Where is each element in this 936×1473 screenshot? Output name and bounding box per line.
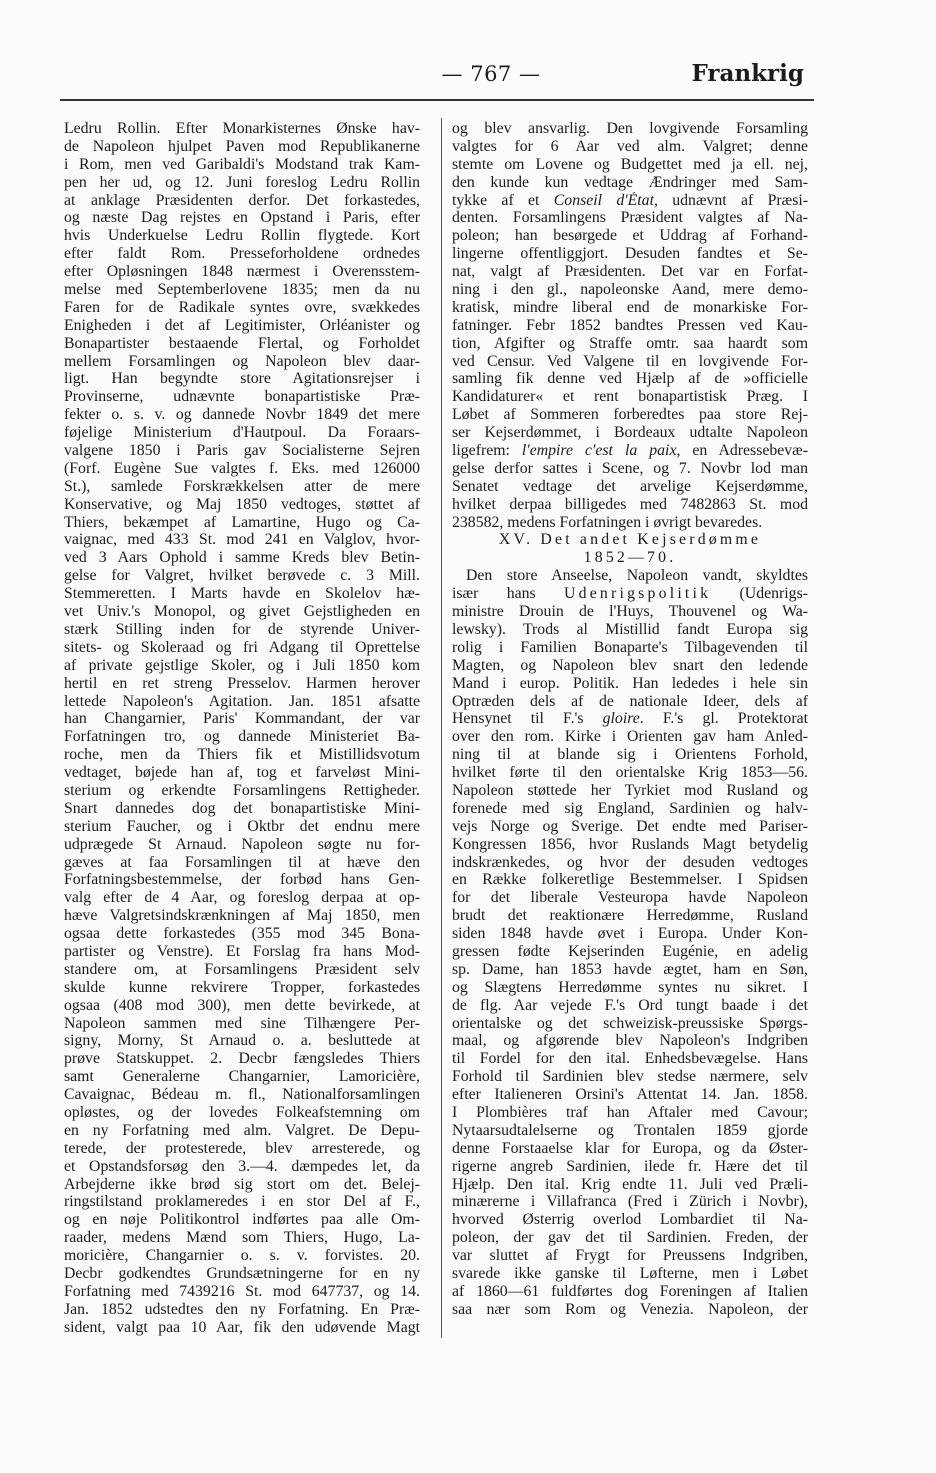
text-line: Cavaignac, Bédeau m. fl., Nationalforsamlingen (64, 1086, 420, 1104)
text-line: standere om, at Forsamlingens Præsident selv (64, 960, 420, 978)
text-line: Senatet vedtage det arvelige Kejserdømme, (452, 477, 808, 495)
text-line: raader, medens Mænd som Thiers, Hugo, La- (64, 1229, 420, 1247)
text-line: orientalske og det schweizisk-preussiske Spørgs- (452, 1014, 808, 1032)
text-line: ning i den gl., napoleonske Aand, mere demo- (452, 281, 808, 299)
text-line: Snart dannedes dog det bonapartistiske Mini- (64, 799, 420, 817)
text-line: efter faldt Rom. Presseforholdene ordnedes (64, 245, 420, 263)
text-line: den kunde kun vedtage Ændringer med Sam- (452, 173, 808, 191)
text-line: sp. Dame, han 1853 havde ægtet, ham en Søn, (452, 960, 808, 978)
text-line: og næste Dag rejstes en Opstand i Paris, efter (64, 209, 420, 227)
text-line: ogsaa dette forkastedes (355 mod 345 Bona- (64, 925, 420, 943)
text-line: Ledru Rollin. Efter Monarkisternes Ønske hav- (64, 120, 420, 137)
text-line: stemte om Lovene og Budgettet med ja ell. nej, (452, 155, 808, 173)
text-line: i Rom, men ved Garibaldi's Modstand trak Kam- (64, 155, 420, 173)
left-column (64, 120, 420, 1337)
text-line: hæve Valgretsindskrænkningen af Maj 1850, men (64, 907, 420, 925)
text-line: lettede Napoleon's Agitation. Jan. 1851 afsatte (64, 692, 420, 710)
text-line: over den rom. Kirke i Orienten gav ham Anled- (452, 728, 808, 746)
text-line: kratisk, mindre liberal end de monarkiske For- (452, 298, 808, 316)
page-number: — 767 — (441, 62, 541, 86)
text-line: rigerne angreb Sardinien, ilede fr. Hære det til (452, 1157, 808, 1175)
text-line: gressen fødte Kejserinden Eugénie, en adelig (452, 942, 808, 960)
text-line: ved 3 Aars Ophold i samme Kreds blev Betin- (64, 549, 420, 567)
text-line: tion, Afgifter og Straffe omtr. saa haardt som (452, 334, 808, 352)
text-line: (Forf. Eugène Sue valgtes f. Eks. med 126000 (64, 459, 420, 477)
text-line: saa nær som Rom og Venezia. Napoleon, der (452, 1300, 808, 1318)
text-line: gelse derfor sattes i Scene, og 7. Novbr lod man (452, 459, 808, 477)
text-line: føjelige Ministerium d'Hautpoul. Da Foraars- (64, 424, 420, 442)
text-line: nat, valgt af Præsidenten. Det var en Forfat- (452, 263, 808, 281)
text-line: Konservative, og Maj 1850 vedtoges, støttet af (64, 495, 420, 513)
text-line: lingerne offentliggjort. Desuden fandtes et Se- (452, 245, 808, 263)
text-line: han Changarnier, Paris' Kommandant, der var (64, 710, 420, 728)
text-line: terede, der protesterede, blev arresterede, og (64, 1139, 420, 1157)
text-line: I Plombières traf han Aftaler med Cavour; (452, 1103, 808, 1121)
text-line: Napoleon støttede her Tyrkiet mod Rusland og (452, 781, 808, 799)
text-line: og Slægtens Herredømme syntes nu sikret. I (452, 978, 808, 996)
text-line: vet Univ.'s Monopol, og givet Gejstligheden en (64, 603, 420, 621)
right-column (452, 120, 808, 1319)
text-line: ogsaa (408 mod 300), men dette bevirkede, at (64, 996, 420, 1014)
text-line: fatninger. Febr 1852 bandtes Pressen ved Kau- (452, 316, 808, 334)
text-line: melse med Septemberlovene 1835; men da nu (64, 281, 420, 299)
text-line: ministre Drouin de l'Huys, Thouvenel og Wa- (452, 603, 808, 621)
text-line: de flg. Aar vejede F.'s Ord tungt baade i det (452, 996, 808, 1014)
text-line: poleon; han besørgede et Uddrag af Forhand- (452, 227, 808, 245)
text-line: Faren for de Radikale syntes ovre, svækkedes (64, 298, 420, 316)
text-line: stærk Stilling inden for de styrende Univer- (64, 620, 420, 638)
text-line: Bonapartister bestaaende Flertal, og Forholdet (64, 334, 420, 352)
text-line: roche, men da Thiers fik et Mistillidsvotum (64, 746, 420, 764)
text-line: valgene 1850 i Paris gav Socialisterne Sejren (64, 442, 420, 460)
text-line: denten. Forsamlingens Præsident valgtes af Na- (452, 209, 808, 227)
text-line: moricière, Changarnier o. s. v. forvistes. 20. (64, 1247, 420, 1265)
text-line: siden 1848 havde øvet i Europa. Under Kon- (452, 925, 808, 943)
text-line: sterium og erkendte Forsamlingens Rettigheder. (64, 781, 420, 799)
text-line: efter Italieneren Orsini's Attentat 14. Jan. 1858. (452, 1086, 808, 1104)
text-line: pen her ud, og 12. Juni foreslog Ledru Rollin (64, 173, 420, 191)
text-line: Jan. 1852 udstedtes den ny Forfatning. En Præ- (64, 1300, 420, 1318)
text-line: samling fik denne ved Hjælp af de »officielle (452, 370, 808, 388)
text-line: Løbet af Sommeren forberedtes paa store Rej- (452, 406, 808, 424)
header-rule (60, 99, 814, 101)
text-line: Nytaarsudtalelserne og Trontalen 1859 gjorde (452, 1121, 808, 1139)
text-line: Den store Anseelse, Napoleon vandt, skyldtes (466, 567, 808, 585)
text-line: vaignac, med 433 St. mod 241 en Valglov, hvor- (64, 531, 420, 549)
text-line: af private gejstlige Skoler, og i Juli 1850 kom (64, 656, 420, 674)
text-line: og en nøje Politikontrol indførtes paa alle Om- (64, 1211, 420, 1229)
text-line: Provinserne, udnævnte bonapartistiske Præ- (64, 388, 420, 406)
text-line: Arbejderne ikke brød sig stort om det. Belej- (64, 1175, 420, 1193)
text-line: var sluttet af Frygt for Preussens Indgriben, (452, 1247, 808, 1265)
text-line: en Række folkeretlige Bestemmelser. I Spidsen (452, 871, 808, 889)
text-line: Hensynet til F.'s gloire. F.'s gl. Protektorat (452, 710, 808, 728)
text-line: tykke af et Conseil d'État, udnævnt af Præsi- (452, 191, 808, 209)
text-line: vedtaget, bøjede han af, tog et farveløst Mini- (64, 764, 420, 782)
text-line: partister og Venstre). Et Forslag fra hans Mod- (64, 942, 420, 960)
text-line: fekter o. s. v. og dannede Novbr 1849 det mere (64, 406, 420, 424)
text-line: skulde kunne rekvirere Tropper, forkastedes (64, 978, 420, 996)
text-line: valgtes for 6 Aar ved alm. Valgret; denne (452, 137, 808, 155)
text-line: Forfatning med 7439216 St. mod 647737, og 14. (64, 1282, 420, 1300)
text-line: hvis Underkuelse Ledru Rollin flygtede. Kort (64, 227, 420, 245)
text-line: poleon, der gav det til Sardinien. Freden, der (452, 1229, 808, 1247)
text-line: hvilket derpaa billigedes med 7482863 St. mod (452, 495, 808, 513)
text-line: Forfatningsbestemmelse, der forbød hans Gen- (64, 871, 420, 889)
text-line: denne Forstaaelse klar for Europa, og da Øster- (452, 1139, 808, 1157)
text-line: St.), samlede Forskrækkelsen atter de mere (64, 477, 420, 495)
text-line: signy, Morny, St Arnaud o. a. besluttede at (64, 1032, 420, 1050)
text-line: hertil en ret streng Presselov. Harmen herover (64, 674, 420, 692)
column-divider (441, 118, 442, 1338)
text-line: Mand i europ. Politik. Han lededes i hele sin (452, 674, 808, 692)
text-line: Forfatningen tro, og dannede Ministeriet Ba- (64, 728, 420, 746)
text-line: at anklage Præsidenten derfor. Det forkastedes, (64, 191, 420, 209)
text-line: især hans Udenrigspolitik (Udenrigs- (452, 585, 808, 603)
text-line: efter Opløsningen 1848 nærmest i Overensstem- (64, 263, 420, 281)
text-line: Thiers, bekæmpet af Lamartine, Hugo og Ca- (64, 513, 420, 531)
text-line: de Napoleon hjulpet Paven mod Republikanerne (64, 137, 420, 155)
text-line: indskrænkedes, og hvor der desuden vedtoges (452, 853, 808, 871)
text-line: brudt det reaktionære Herredømme, Rusland (452, 907, 808, 925)
text-line: 238582, medens Forfatningen i øvrigt bevaredes. (452, 513, 763, 531)
text-line: prøve Statskuppet. 2. Decbr fængsledes Thiers (64, 1050, 420, 1068)
text-line: vejs Norge og Sverige. Det endte med Pariser- (452, 817, 808, 835)
text-line: forenede med sig England, Sardinien og halv- (452, 799, 808, 817)
text-line: svarede ikke ganske til Løfterne, men i Løbet (452, 1265, 808, 1282)
text-line: Optræden dels af de nationale Ideer, dels af (452, 692, 808, 710)
text-line: Forhold til Sardinien blev stedse nærmere, selv (452, 1068, 808, 1086)
text-line: udprægede St Arnaud. Napoleon søgte nu for- (64, 835, 420, 853)
text-line: ser Kejserdømmet, i Bordeaux udtalte Napoleon (452, 424, 808, 442)
text-line: sident, valgt paa 10 Aar, fik den udøvende Magt (64, 1318, 420, 1336)
text-line: rolig i Familien Bonaparte's Tilbagevenden til (452, 638, 808, 656)
text-line: ligefrem: l'empire c'est la paix, en Adressebevæ- (452, 442, 808, 460)
text-line: en ny Forfatning med alm. Valgret. De Depu- (64, 1121, 420, 1139)
text-line: Enigheden i det af Legitimister, Orléanister og (64, 316, 420, 334)
text-line: Stemmeretten. I Marts havde en Skolelov hæ- (64, 585, 420, 603)
text-line: af 1860—61 fuldførtes dog Foreningen af Italien (452, 1282, 808, 1300)
text-line: til Fordel for den ital. Enhedsbevægelse. Hans (452, 1050, 808, 1068)
text-line: mellem Forsamlingen og Napoleon blev daar- (64, 352, 420, 370)
section-heading: XV. Det andet Kejserdømme (498, 531, 762, 549)
text-line: ved Censur. Ved Valgene til en lovgivende For- (452, 352, 808, 370)
text-line: Kandidaturer« et rent bonapartistisk Præg. I (452, 388, 808, 406)
text-line: Hjælp. Den ital. Krig endte 11. Juli ved Præli- (452, 1175, 808, 1193)
text-line: ligt. Han begyndte store Agitationsrejser i (64, 370, 420, 388)
text-line: minærerne i Villafranca (Fred i Zürich i Novbr), (452, 1193, 808, 1211)
text-line: hvorved Østerrig overlod Lombardiet til Na- (452, 1211, 808, 1229)
text-line: ringstilstand proklameredes i en stor Del af F., (64, 1193, 420, 1211)
text-line: for det liberale Vesteuropa havde Napoleon (452, 889, 808, 907)
text-line: valg efter de 4 Aar, og foreslog derpaa at op- (64, 889, 420, 907)
text-line: maal, og afgørende blev Napoleon's Indgriben (452, 1032, 808, 1050)
text-line: sterium Faucher, og i Oktbr det endnu mere (64, 817, 420, 835)
text-line: sitets- og Skoleraad og fri Adgang til Oprettelse (64, 638, 420, 656)
text-line: Kongressen 1856, hvor Ruslands Magt betydelig (452, 835, 808, 853)
text-line: ning til at blande sig i Orientens Forhold, (452, 746, 808, 764)
text-line: et Opstandsforsøg den 3.—4. dæmpedes let, da (64, 1157, 420, 1175)
running-head: Frankrig (691, 60, 804, 87)
text-line: Napoleon sammen med sine Tilhængere Per- (64, 1014, 420, 1032)
text-line: gæves at faa Forsamlingen til at hæve den (64, 853, 420, 871)
section-heading-years: 1852—70. (583, 549, 677, 567)
text-line: hvilket førte til den orientalske Krig 1853—56. (452, 764, 808, 782)
page-header (56, 58, 804, 98)
text-line: samt Generalerne Changarnier, Lamoricière, (64, 1068, 420, 1086)
text-line: Decbr godkendtes Grundsætningerne for en ny (64, 1265, 420, 1282)
text-line: gelse for Valgret, hvilket berøvede c. 3 Mill. (64, 567, 420, 585)
text-line: lewsky). Trods al Mistillid fandt Europa sig (452, 620, 808, 638)
text-line: opløstes, og der lovedes Folkeafstemning om (64, 1103, 420, 1121)
text-line: og blev ansvarlig. Den lovgivende Forsamling (452, 120, 808, 137)
text-line: Magten, og Napoleon blev snart den ledende (452, 656, 808, 674)
